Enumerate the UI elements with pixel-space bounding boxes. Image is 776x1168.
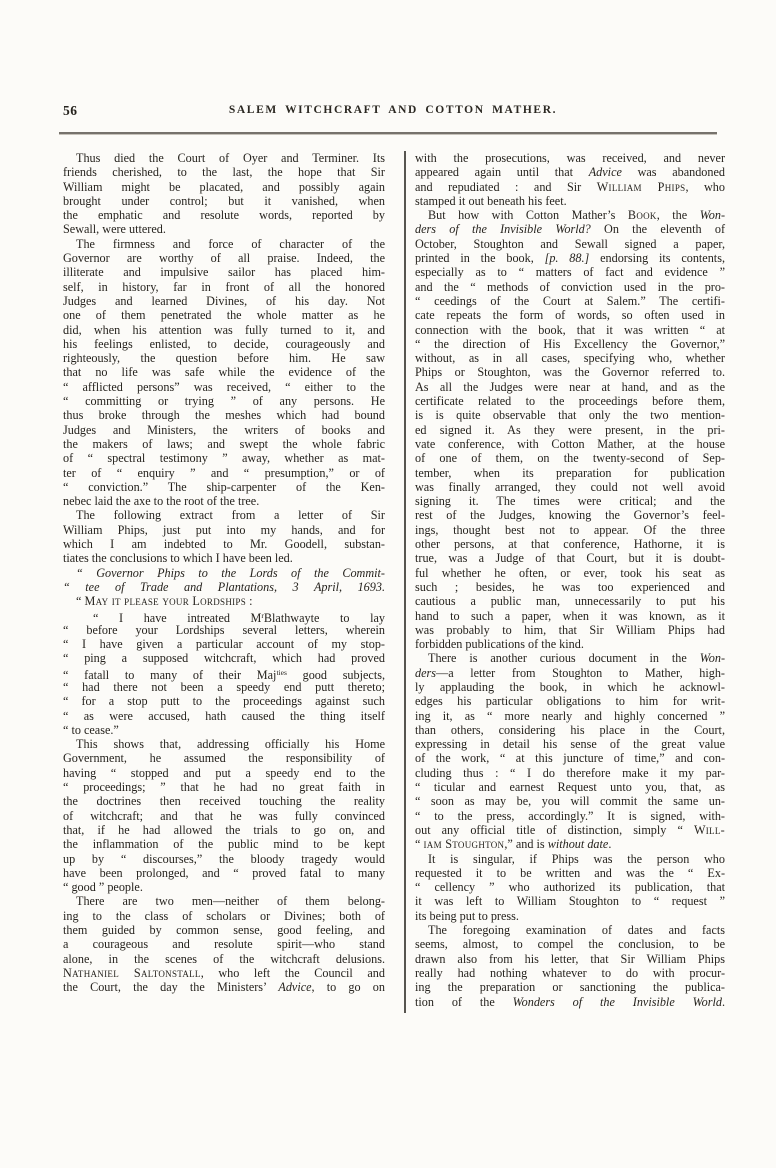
text-line: a courageous and resolute spirit—who stand <box>63 937 385 952</box>
text-line: true, was a Judge of that Court, but it is doubt- <box>415 551 725 566</box>
text-line: printed in the book, [p. 88.] endorsing its contents, <box>415 251 725 266</box>
column-left <box>63 151 385 1013</box>
text-line: tiates the conclusions to which I have been led. <box>63 551 293 566</box>
text-line: “ for a stop putt to the proceedings against such <box>63 694 385 709</box>
text-line: The foregoing examination of dates and facts <box>428 923 725 938</box>
text-line: cate repeats the form of words, so often used in <box>415 308 725 323</box>
text-line: ly applauding the book, in which he acknowl- <box>415 679 725 694</box>
italic-text: without date <box>547 837 609 852</box>
text-line: “ good ” people. <box>63 880 143 895</box>
text-line: is is quite observable that only the two mention- <box>415 408 725 423</box>
text-line: requested it to be written and was the “ Ex- <box>415 865 725 880</box>
text-line: nebec laid the axe to the root of the tree. <box>63 494 260 509</box>
text-line: “ May it please your Lordships : <box>76 594 253 609</box>
text-line: vate conference, with Cotton Mather, at the house <box>415 436 725 451</box>
text-line: cluding thus : “ I do therefore make it my par- <box>415 765 725 780</box>
text-line: of one of them, on the twenty-second of Sep- <box>415 451 725 466</box>
text-line <box>63 580 385 594</box>
small-caps-text: iam Stoughton <box>423 837 505 852</box>
small-caps-text: Will- <box>693 822 725 837</box>
text-line: ing it, as “ more nearly and highly concerned ” <box>415 708 725 723</box>
text-line: “ conviction.” The ship-carpenter of the Ken- <box>63 479 385 494</box>
text-line: the emphatic and resolute words, reported by <box>63 208 385 223</box>
text-line: Sewall, were uttered. <box>63 222 166 237</box>
italic-text: “ tee of Trade and Plantations, 3 April, 1693. <box>63 579 385 594</box>
small-caps-text: Book <box>627 208 657 223</box>
text-line: appeared again until that Advice was abandoned <box>415 165 725 180</box>
text-line: certificate related to the proceedings before them, <box>415 394 725 409</box>
text-line: It is singular, if Phips was the person who <box>428 851 725 866</box>
text-line: William might be placated, and possibly again <box>63 179 385 194</box>
text-line: alone, in the scenes of the witchcraft delusions. <box>63 951 385 966</box>
page-number: 56 <box>63 103 78 118</box>
text-line: that, if he had allowed the trials to go on, and <box>63 822 385 837</box>
text-line: “ as were accused, hath caused the thing itself <box>63 708 385 723</box>
text-line: it was left to William Stoughton to “ request ” <box>415 894 725 909</box>
text-line: “ to cease.” <box>63 722 119 737</box>
header-rule <box>59 132 717 135</box>
text-line: expressing in detail his sense of the great value <box>415 737 725 752</box>
text-line: rest of the Judges, knowing the Governor’s feel- <box>415 508 725 523</box>
italic-text: Won- <box>699 651 725 666</box>
text-line: Government, he assumed the responsibility of <box>63 751 385 766</box>
text-line: “ proceedings; ” that he had no great faith in <box>63 780 385 795</box>
text-line: Governor are worthy of all praise. Indeed, the <box>63 251 385 266</box>
text-line: such ; besides, he was too experienced and <box>415 579 725 594</box>
text-line: of the work, “ at this juncture of time,” and con- <box>415 751 725 766</box>
italic-text: “ Governor Phips to the Lords of the Commit- <box>76 565 385 580</box>
italic-text: ders <box>415 665 436 680</box>
text-line: There are two men—neither of them belong- <box>76 894 385 909</box>
text-line: than others, considering his place in the Court, <box>415 722 725 737</box>
text-line: Phips or Stoughton, was the Governor referred to. <box>415 365 725 380</box>
text-line: that no life was safe while the evidence of the <box>63 365 385 380</box>
text-line: hand to such a paper, when it was known, as it <box>415 608 725 623</box>
text-line: Judges and Ministers, the writers of books and <box>63 422 385 437</box>
text-line: ing the preparation or sanctioning the publica- <box>415 980 725 995</box>
text-line: stamped it out beneath his feet. <box>415 193 567 208</box>
italic-text: Wonders of the Invisible World <box>512 994 722 1009</box>
text-line: connection with the book, that it was written “ at <box>415 322 725 337</box>
text-line: Nathaniel Saltonstall, who left the Council and <box>63 965 385 980</box>
superscript-text: ties <box>276 667 287 677</box>
text-line: ings, thought best not to appear. Of the three <box>415 522 725 537</box>
text-line: ing to the class of scholars or Divines; both of <box>63 908 385 923</box>
text-line: without, as in all cases, specifying who, whether <box>415 351 725 366</box>
text-line: October, Stoughton and Sewall signed a paper, <box>415 236 725 251</box>
text-line: one of them penetrated the whole matter as he <box>63 308 385 323</box>
text-line: of “ spectral testimony ” away, whether as mat- <box>63 451 385 466</box>
text-line: righteously, the question before him. He saw <box>63 351 385 366</box>
text-line: But how with Cotton Mather’s Book, the Won- <box>428 208 725 223</box>
text-line: The firmness and force of character of the <box>76 236 385 251</box>
text-line: having “ stopped and put a speedy end to the <box>63 765 385 780</box>
text-line: with the prosecutions, was received, and never <box>415 151 725 165</box>
superscript-text: r <box>261 610 264 620</box>
text-line: Thus died the Court of Oyer and Terminer. Its <box>76 151 385 165</box>
text-line: “ ping a supposed witchcraft, which had proved <box>63 651 385 666</box>
italic-text: Won- <box>699 208 725 223</box>
text-line: self, in history, far in front of all the honored <box>63 279 385 294</box>
text-line: “ soon as may be, you will commit the same un- <box>415 794 725 809</box>
text-line: and repudiated : and Sir William Phips, who <box>415 179 725 194</box>
text-line: “ cellency ” who authorized its publication, that <box>415 880 725 895</box>
text-line: There is another curious document in the Won- <box>428 651 725 666</box>
text-line: the inflammation of the public mind to be kept <box>63 837 385 852</box>
small-caps-text: May it please your Lordships <box>84 594 247 609</box>
text-line: The following extract from a letter of Sir <box>76 508 385 523</box>
text-line: the makers of laws; and swept the whole fabric <box>63 436 385 451</box>
text-line: “ iam Stoughton,” and is without date. <box>415 837 612 852</box>
page-header <box>63 103 723 123</box>
text-line: edges his particular obligations to him for writ- <box>415 694 725 709</box>
text-line: This shows that, addressing officially his Home <box>76 737 385 752</box>
text-line: friends cherished, to the last, the hope that Sir <box>63 165 385 180</box>
text-line: tion of the Wonders of the Invisible World. <box>415 994 725 1009</box>
text-line: tember, when its preparation for publication <box>415 465 725 480</box>
text-line: forbidden publications of the kind. <box>415 637 584 652</box>
text-line: out any official title of distinction, simply “ Will- <box>415 822 725 837</box>
text-line: ful whether he often, or ever, took his seat as <box>415 565 725 580</box>
text-line: especially as to “ matters of fact and evidence ” <box>415 265 725 280</box>
text-line: “ before your Lordships several letters, wherein <box>63 622 385 637</box>
text-line: up by “ discourses,” the bloody tragedy would <box>63 851 385 866</box>
text-line: was finally arranged, they could not well avoid <box>415 479 725 494</box>
italic-text: [p. 88.] <box>544 251 590 266</box>
column-divider <box>404 151 406 1013</box>
text-line: have been prolonged, and “ proved fatal to many <box>63 865 385 880</box>
text-line: “ I have intreated $M^rBlathwayte$ to lay <box>93 610 386 625</box>
text-line: its being put to press. <box>415 908 519 923</box>
italic-text: Advice <box>588 165 622 180</box>
text-line: “ fatall to many of their Maj$^{ties}$ good subjects, <box>63 667 386 682</box>
italic-text: Advice <box>278 980 312 995</box>
text-line: drawn also from his letter, that Sir William Phips <box>415 951 725 966</box>
text-line: illiterate and impulsive sailor has placed him- <box>63 265 385 280</box>
small-caps-text: Nathaniel Saltonstall <box>63 965 201 980</box>
text-line: “ had there not been a speedy end putt thereto; <box>63 679 385 694</box>
text-line: “ afflicted persons” was received, “ either to the <box>63 379 385 394</box>
running-title: SALEM WITCHCRAFT AND COTTON MATHER. <box>228 104 558 116</box>
text-line: ders of the Invisible World? On the eleventh of <box>415 222 725 237</box>
column-right <box>415 151 725 1013</box>
text-columns <box>63 151 725 1013</box>
text-line: Judges and learned Divines, of his day. Not <box>63 293 385 308</box>
text-line: brought under control; but it vanished, when <box>63 193 385 208</box>
text-line: of witchcraft; and that he was fully convinced <box>63 808 385 823</box>
text-line: did, when his attention was fully turned to it, and <box>63 322 385 337</box>
text-line: them guided by common sense, good feeling, and <box>63 923 385 938</box>
text-line: which I am indebted to Mr. Goodell, substan- <box>63 537 385 552</box>
text-line: his feelings enlisted, to decide, courageously and <box>63 336 385 351</box>
text-line: “ I have given a particular account of my stop- <box>63 637 385 652</box>
text-line: ter of “ enquiry ” and “ presumption,” or of <box>63 465 385 480</box>
small-caps-text: William Phips <box>596 179 686 194</box>
text-line: signing it. The times were critical; and the <box>415 494 725 509</box>
text-line: “ committing or trying ” of any persons. He <box>63 394 385 409</box>
text-line: thus broke through the meshes which had bound <box>63 408 385 423</box>
text-line: “ to the press, accordingly.” It is signed, with- <box>415 808 725 823</box>
text-line: ed signed it. As they were present, in the pri- <box>415 422 725 437</box>
text-line: the doctrines then received touching the reality <box>63 794 385 809</box>
text-line: and the “ methods of conviction used in the pro- <box>415 279 725 294</box>
text-line: the Court, the day the Ministers’ Advice, to go on <box>63 980 385 995</box>
text-line: cautious a public man, unnecessarily to put his <box>415 594 725 609</box>
text-line: As all the Judges were near at hand, and as the <box>415 379 725 394</box>
text-line: other persons, at that conference, Hathorne, it is <box>415 537 725 552</box>
text-line <box>63 566 385 580</box>
text-line: really had nothing whatever to do with procur- <box>415 965 725 980</box>
italic-text: ders of the Invisible World? <box>415 222 591 237</box>
text-line: seems, almost, to compel the conclusion, to be <box>415 937 725 952</box>
text-line: “ the direction of His Excellency the Governor,” <box>415 336 725 351</box>
text-line: William Phips, just put into my hands, and for <box>63 522 385 537</box>
text-line: “ ceedings of the Court at Salem.” The certifi- <box>415 293 725 308</box>
text-line: was probably to him, that Sir William Phips had <box>415 622 725 637</box>
text-line: ders—a letter from Stoughton to Mather, high- <box>415 665 725 680</box>
text-line: “ ticular and earnest Request unto you, that, as <box>415 780 725 795</box>
